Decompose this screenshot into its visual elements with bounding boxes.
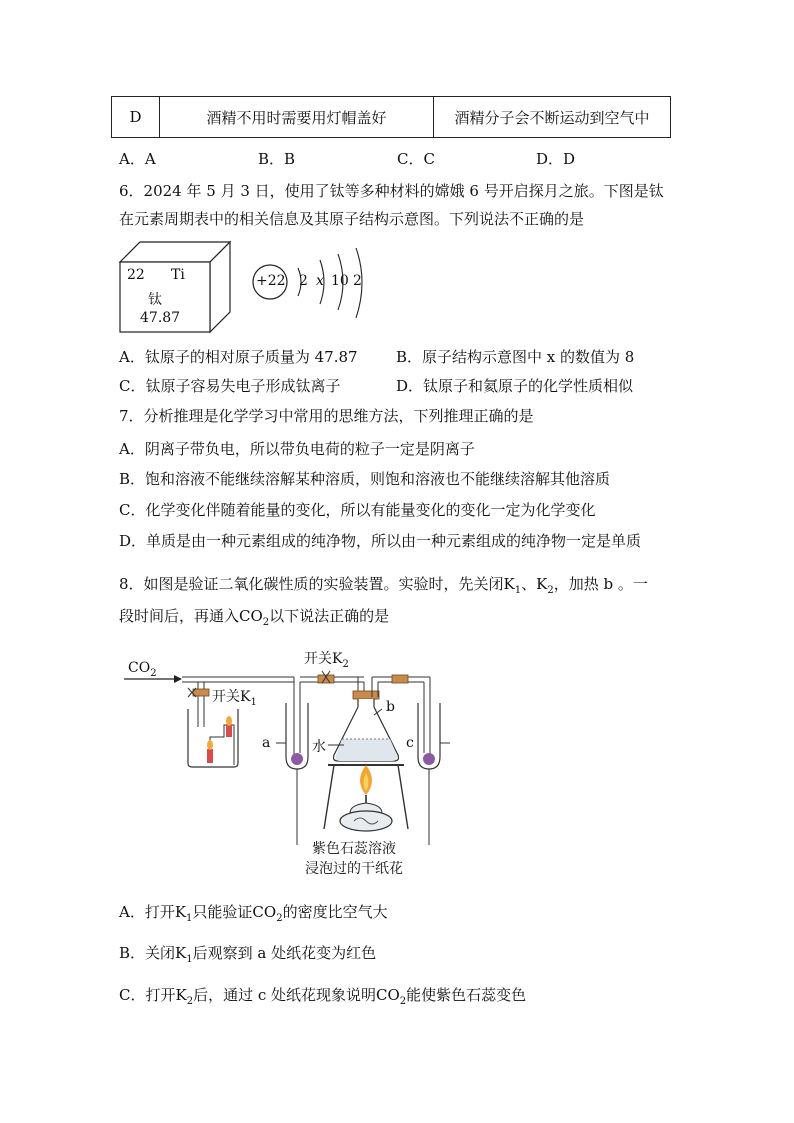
caption-line2: 浸泡过的干纸花 [305, 861, 403, 877]
q7-option-a[interactable]: A．阴离子带负电，所以带负电荷的粒子一定是阴离子 [119, 440, 475, 458]
q8-option-c[interactable]: C．打开$K_2$后，通过 c 处纸花现象说明$CO_2$能使紫色石蕊变色 [119, 986, 527, 1007]
q7-stem: 7．分析推理是化学学习中常用的思维方法，下列推理正确的是 [119, 407, 534, 425]
q5-option-b[interactable]: B．B [258, 150, 296, 168]
q5-option-a[interactable]: A．A [119, 150, 156, 168]
atom-nucleus: +22 [256, 273, 286, 289]
q6-option-b[interactable]: B．原子结构示意图中 x 的数值为 8 [396, 348, 635, 366]
switch-k1-label: 开关$K_1$ [212, 689, 257, 708]
table-cell-letter: D [112, 97, 160, 138]
q5-option-d[interactable]: D．D [536, 150, 576, 168]
shell-2: x [316, 273, 324, 289]
answer-table [111, 96, 671, 138]
element-number: 22 [127, 267, 145, 283]
shell-1: 2 [299, 273, 308, 289]
table-cell-operation: 酒精不用时需要用灯帽盖好 [160, 97, 434, 138]
tube-c-label: c [406, 735, 414, 751]
q6-option-c[interactable]: C．钛原子容易失电子形成钛离子 [119, 377, 341, 395]
table-cell-explanation: 酒精分子会不断运动到空气中 [434, 97, 671, 138]
shell-4: 2 [353, 273, 362, 289]
element-mass: 47.87 [140, 310, 181, 326]
q6-option-d[interactable]: D．钛原子和氦原子的化学性质相似 [396, 377, 634, 395]
caption-line1: 紫色石蕊溶液 [312, 841, 396, 857]
q7-option-b[interactable]: B．饱和溶液不能继续溶解某种溶质，则饱和溶液也不能继续溶解其他溶质 [119, 470, 611, 488]
q7-option-d[interactable]: D．单质是由一种元素组成的纯净物，所以由一种元素组成的纯净物一定是单质 [119, 532, 642, 550]
q8-stem-line2: 段时间后，再通入$CO_2$以下说法正确的是 [119, 607, 390, 628]
switch-k2-label: 开关$K_2$ [304, 651, 349, 670]
water-label: 水 [312, 739, 326, 755]
q8-option-b[interactable]: B．关闭$K_1$后观察到 a 处纸花变为红色 [119, 944, 377, 965]
tube-a-label: a [262, 735, 271, 751]
q8-option-a[interactable]: A．打开$K_1$只能验证$CO_2$的密度比空气大 [119, 903, 388, 924]
q5-option-c[interactable]: C．C [397, 150, 435, 168]
q8-stem-line1: 8．如图是验证二氧化碳性质的实验装置。实验时，先关闭$K_1$、$K_2$，加热 b 。一 [119, 575, 648, 596]
q6-stem-line1: 6．2024 年 5 月 3 日，使用了钛等多种材料的嫦娥 6 号开启探月之旅。下图是钛 [119, 182, 664, 200]
shell-3: 10 [331, 273, 349, 289]
q7-option-c[interactable]: C．化学变化伴随着能量的变化，所以有能量变化的变化一定为化学变化 [119, 501, 596, 519]
element-symbol: Ti [171, 267, 185, 283]
q6-option-a[interactable]: A．钛原子的相对原子质量为 47.87 [119, 348, 358, 366]
element-name: 钛 [148, 292, 162, 308]
co2-inlet-label: $CO_2$ [128, 660, 157, 679]
flask-b-label: b [386, 699, 395, 715]
table-row [112, 97, 671, 138]
q6-stem-line2: 在元素周期表中的相关信息及其原子结构示意图。下列说法不正确的是 [119, 210, 585, 228]
